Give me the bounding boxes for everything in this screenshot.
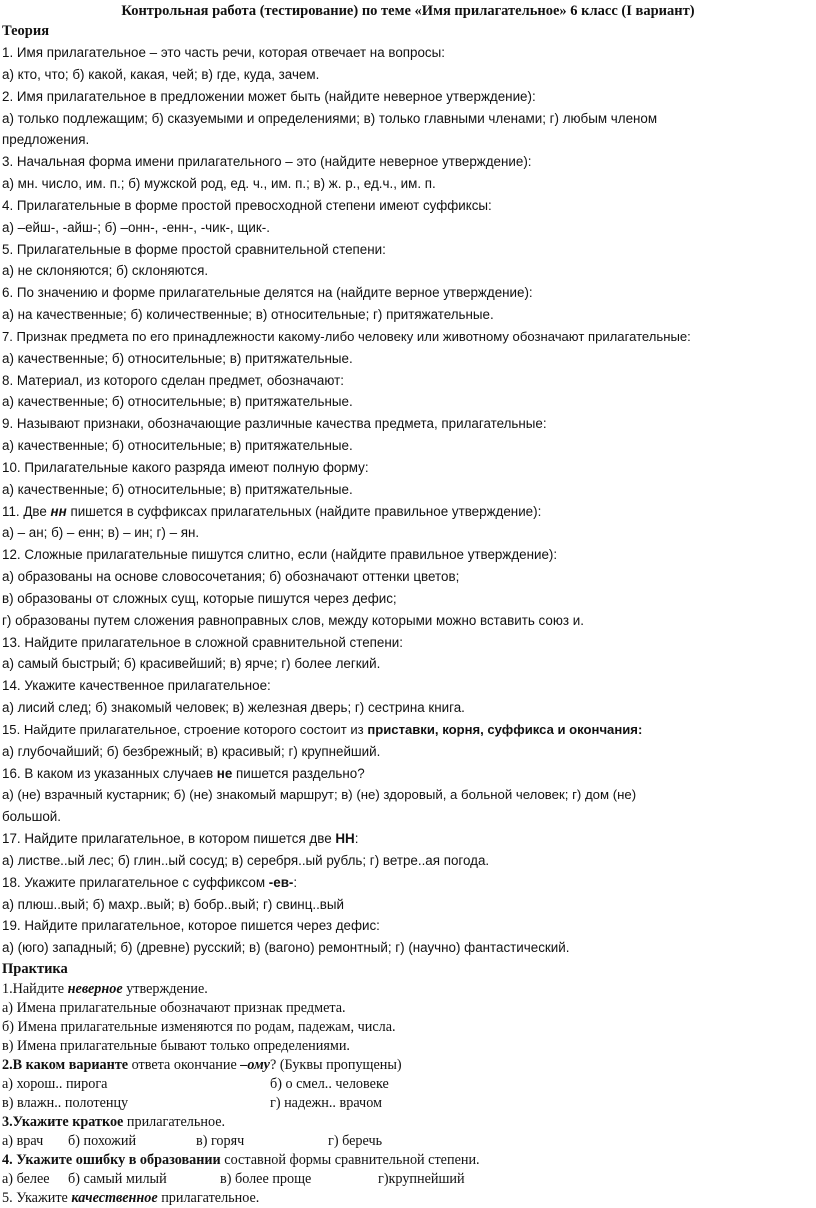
theory-line: 10. Прилагательные какого разряда имеют полную форму: (2, 460, 369, 475)
practice-option: б) похожий (68, 1133, 137, 1149)
theory-line: 19. Найдите прилагательное, которое пишется через дефис: (2, 918, 380, 933)
practice-option: г) надежн.. врачом (270, 1095, 382, 1111)
theory-line: а) плюш..вый; б) махр..вый; в) бобр..вый; г) свинц..вый (2, 897, 345, 912)
question-15 (2, 721, 810, 739)
practice-option: в) горяч (196, 1133, 245, 1149)
theory-line: 7. Признак предмета по его принадлежности какому-либо человеку или животному обозначают прилагательные: (2, 329, 691, 344)
practice-option: б) Имена прилагательные изменяются по родам, падежам, числа. (2, 1019, 396, 1035)
theory-line: 4. Прилагательные в форме простой превосходной степени имеют суффиксы: (2, 198, 492, 213)
practice-option: а) хорош.. пирога (2, 1076, 108, 1092)
theory-line: а) самый быстрый; б) красивейший; в) ярче; г) более легкий. (2, 656, 381, 671)
q11-bold: нн (50, 504, 67, 519)
practice-heading: Практика (2, 961, 68, 977)
theory-line: а) листве..ый лес; б) глин..ый сосуд; в) серебря..ый рубль; г) ветре..ая погода. (2, 853, 490, 868)
practice-option: б) самый милый (68, 1171, 167, 1187)
theory-heading: Теория (2, 23, 50, 39)
theory-line: а) (юго) западный; б) (древне) русский; в) (вагоно) ремонтный; г) (научно) фантастический. (2, 940, 570, 955)
p5-text-end: прилагательное. (157, 1190, 260, 1206)
p2-bold-ending: –ому (240, 1057, 270, 1073)
question-16 (2, 765, 810, 783)
q18-text: 18. Укажите прилагательное с суффиксом (2, 875, 269, 890)
q18-bold: -ев- (268, 875, 294, 890)
theory-line: в) образованы от сложных сущ, которые пишутся через дефис; (2, 591, 397, 606)
practice-option: г) беречь (328, 1133, 383, 1149)
q11-text: 11. Две (2, 504, 51, 519)
theory-line: а) на качественные; б) количественные; в) относительные; г) притяжательные. (2, 307, 494, 322)
theory-line: а) не склоняются; б) склоняются. (2, 263, 209, 278)
question-11 (2, 503, 810, 521)
practice-option: а) врач (2, 1133, 44, 1149)
theory-line: предложения. (2, 132, 90, 147)
q11-text-end: пишется в суффиксах прилагательных (найдите правильное утверждение): (66, 504, 542, 519)
practice-option: в) влажн.. полотенцу (2, 1095, 129, 1111)
theory-line: 14. Укажите качественное прилагательное: (2, 678, 271, 693)
theory-line: 3. Начальная форма имени прилагательного – это (найдите неверное утверждение): (2, 154, 532, 169)
q15-text: 15. Найдите прилагательное, строение которого состоит из (2, 722, 368, 737)
practice-2 (2, 1056, 810, 1074)
theory-line: 1. Имя прилагательное – это часть речи, которая отвечает на вопросы: (2, 45, 445, 60)
practice-4 (2, 1151, 810, 1169)
theory-line: а) кто, что; б) какой, какая, чей; в) где, куда, зачем. (2, 67, 320, 82)
p3-bold: 3.Укажите краткое (2, 1114, 124, 1130)
q16-text-end: пишется раздельно? (232, 766, 365, 781)
practice-option: г)крупнейший (378, 1171, 465, 1187)
theory-line: 5. Прилагательные в форме простой сравнительной степени: (2, 242, 386, 257)
p2-bold: 2.В каком варианте (2, 1057, 129, 1073)
theory-line: а) образованы на основе словосочетания; б) обозначают оттенки цветов; (2, 569, 460, 584)
q16-bold: не (216, 766, 233, 781)
theory-line: а) (не) взрачный кустарник; б) (не) знакомый маршрут; в) (не) здоровый, а больной человек; г) дом (не) (2, 787, 637, 802)
document-title: Контрольная работа (тестирование) по теме «Имя прилагательное» 6 класс (I вариант) (121, 3, 695, 19)
practice-option: в) более проще (220, 1171, 312, 1187)
practice-option: а) Имена прилагательные обозначают признак предмета. (2, 1000, 346, 1016)
p2-text-end: ? (Буквы пропущены) (269, 1057, 402, 1073)
theory-line: а) качественные; б) относительные; в) притяжательные. (2, 438, 353, 453)
theory-line: 8. Материал, из которого сделан предмет, обозначают: (2, 373, 344, 388)
question-18 (2, 874, 810, 892)
theory-line: 13. Найдите прилагательное в сложной сравнительной степени: (2, 635, 403, 650)
theory-line: а) только подлежащим; б) сказуемыми и определениями; в) только главными членами; г) любым членом (2, 111, 658, 126)
q18-text-end: : (293, 875, 298, 890)
theory-line: а) качественные; б) относительные; в) притяжательные. (2, 394, 353, 409)
p4-text-end: составной формы сравнительной степени. (220, 1152, 480, 1168)
theory-line: а) качественные; б) относительные; в) притяжательные. (2, 351, 353, 366)
p5-bold: качественное (71, 1190, 158, 1206)
theory-line: а) –ейш-, -айш-; б) –онн-, -енн-, -чик-, щик-. (2, 220, 270, 235)
theory-line: а) мн. число, им. п.; б) мужской род, ед. ч., им. п.; в) ж. р., ед.ч., им. п. (2, 176, 436, 191)
question-17 (2, 830, 810, 848)
p1-text-end: утверждение. (122, 981, 208, 997)
theory-line: 12. Сложные прилагательные пишутся слитно, если (найдите правильное утверждение): (2, 547, 558, 562)
theory-line: большой. (2, 809, 62, 824)
q17-text: 17. Найдите прилагательное, в котором пишется две (2, 831, 336, 846)
q17-text-end: : (354, 831, 359, 846)
q17-bold: НН (335, 831, 355, 846)
theory-line: 2. Имя прилагательное в предложении может быть (найдите неверное утверждение): (2, 89, 536, 104)
q15-bold: приставки, корня, суффикса и окончания: (367, 722, 643, 737)
p5-text: 5. Укажите (2, 1190, 72, 1206)
practice-option: в) Имена прилагательные бывают только определениями. (2, 1038, 350, 1054)
p2-text: ответа окончание (128, 1057, 241, 1073)
theory-line: а) – ан; б) – енн; в) – ин; г) – ян. (2, 525, 200, 540)
theory-line: а) глубочайший; б) безбрежный; в) красивый; г) крупнейший. (2, 744, 381, 759)
q16-text: 16. В каком из указанных случаев (2, 766, 217, 781)
p1-text: 1.Найдите (2, 981, 68, 997)
practice-5 (2, 1189, 810, 1207)
theory-line: 6. По значению и форме прилагательные делятся на (найдите верное утверждение): (2, 285, 533, 300)
practice-1 (2, 980, 810, 998)
theory-line: г) образованы путем сложения равноправных слов, между которыми можно вставить союз и. (2, 613, 584, 628)
theory-line: а) качественные; б) относительные; в) притяжательные. (2, 482, 353, 497)
practice-3 (2, 1113, 810, 1131)
p1-bold: неверное (67, 981, 123, 997)
p4-bold: 4. Укажите ошибку в образовании (2, 1152, 221, 1168)
practice-option: б) о смел.. человеке (270, 1076, 389, 1092)
practice-option: а) белее (2, 1171, 50, 1187)
theory-line: 9. Называют признаки, обозначающие различные качества предмета, прилагательные: (2, 416, 547, 431)
theory-line: а) лисий след; б) знакомый человек; в) железная дверь; г) сестрина книга. (2, 700, 465, 715)
p3-text-end: прилагательное. (123, 1114, 226, 1130)
